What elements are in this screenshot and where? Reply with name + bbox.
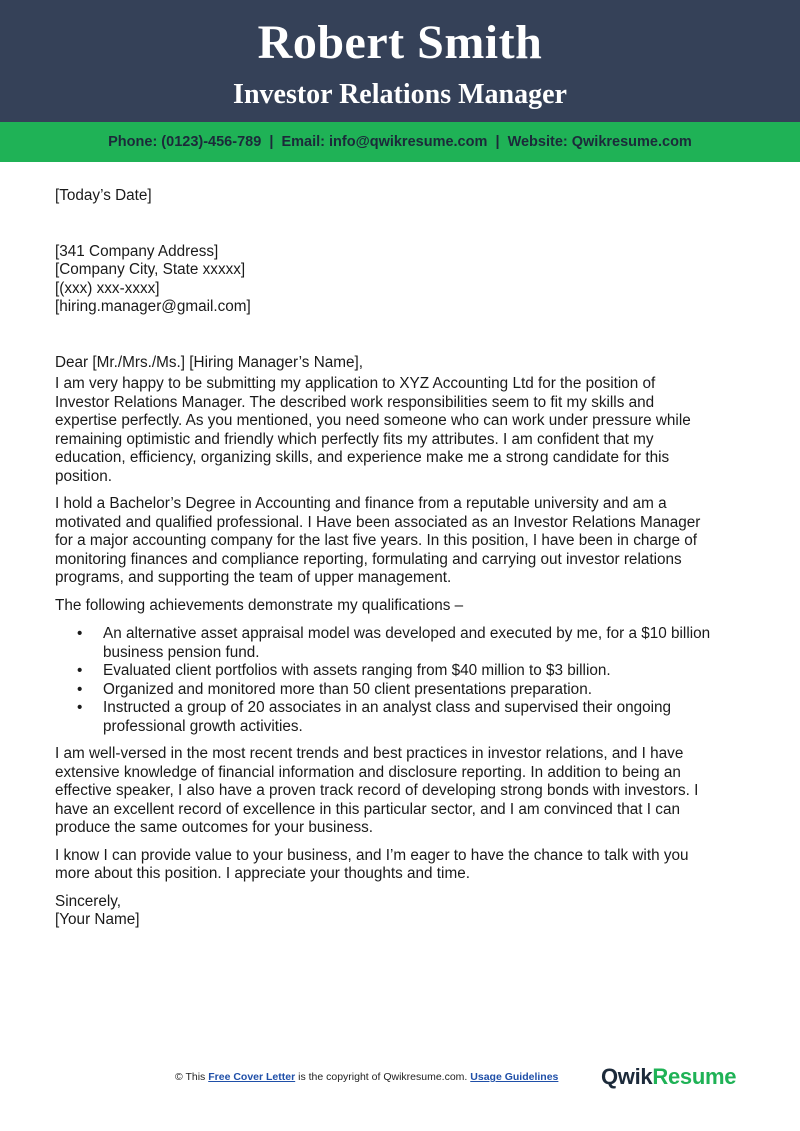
signature: [Your Name] (55, 911, 140, 928)
contact-bar (0, 122, 800, 162)
text-line: An alternative asset appraisal model was developed and executed by me, for a $10 billion (103, 625, 711, 642)
list-item (55, 681, 755, 700)
contact-separator: | (269, 134, 274, 150)
text-line: I am very happy to be submitting my application to XYZ Accounting Ltd for the position of (55, 375, 656, 392)
paragraph-intro (55, 375, 755, 486)
address-line: [hiring.manager@gmail.com] (55, 298, 251, 315)
paragraph-closing (55, 847, 755, 884)
qwikresume-logo[interactable] (601, 1064, 736, 1090)
bullet-icon: • (77, 699, 83, 716)
contact-phone: Phone: (0123)-456-789 (108, 134, 262, 150)
salutation: Dear [Mr./Mrs./Ms.] [Hiring Manager’s Name], (55, 353, 363, 371)
list-item (55, 662, 755, 681)
text-line: business pension fund. (103, 643, 260, 661)
text-line: education, efficiency, organizing skills, and experience make me a strong candidate for this (55, 449, 670, 466)
text-line: motivated and qualified professional. I Have been associated as an Investor Relations Manager (55, 513, 701, 531)
logo-part-qwik: Qwik (601, 1064, 653, 1089)
copyright-middle: is the copyright of Qwikresume.com. (298, 1071, 468, 1083)
text-line: for a major accounting company for the last five years. In this position, I have been in charge of (55, 532, 697, 549)
address-line: [341 Company Address] (55, 242, 219, 260)
logo-part-resume: Resume (652, 1064, 737, 1089)
address-line: [(xxx) xxx-xxxx] (55, 279, 160, 297)
contact-separator: | (495, 134, 500, 150)
paragraph-expertise (55, 745, 755, 838)
text-line: Investor Relations Manager. The described work responsibilities seem to fit my skills and (55, 393, 655, 411)
copyright-prefix: © This (175, 1071, 206, 1083)
list-item (55, 699, 755, 736)
copyright-notice (175, 1071, 558, 1083)
letter-body (55, 187, 755, 930)
paragraph-background (55, 495, 755, 588)
text-line: effective speaker, I also have a proven track record of developing strong bonds with investors. I (55, 782, 699, 799)
footer (0, 1064, 800, 1089)
text-line: I am well-versed in the most recent trends and best practices in investor relations, and I have (55, 745, 684, 762)
bullet-icon: • (77, 662, 83, 679)
contact-website: Website: Qwikresume.com (507, 134, 692, 150)
text-line: produce the same outcomes for your business. (55, 819, 374, 836)
letter-date: [Today’s Date] (55, 187, 152, 204)
text-line: remaining optimistic and friendly which perfectly fits my attributes. I am confident that my (55, 430, 654, 448)
text-line: I know I can provide value to your business, and I’m eager to have the chance to talk with you (55, 846, 689, 864)
bullet-icon: • (77, 680, 83, 698)
free-cover-letter-link[interactable]: Free Cover Letter (208, 1071, 296, 1083)
job-title: Investor Relations Manager (233, 79, 567, 110)
achievements-intro: The following achievements demonstrate my qualifications – (55, 596, 464, 614)
header-banner (0, 0, 800, 122)
text-line: Instructed a group of 20 associates in an analyst class and supervised their ongoing (103, 699, 672, 716)
text-line: have an excellent record of excellence in this particular sector, and I am convinced that I can (55, 800, 680, 818)
text-line: Organized and monitored more than 50 client presentations preparation. (103, 680, 592, 698)
text-line: I hold a Bachelor’s Degree in Accounting and finance from a reputable university and am a (55, 495, 667, 512)
address-line: [Company City, State xxxxx] (55, 261, 246, 278)
text-line: professional growth activities. (103, 717, 303, 735)
list-item (55, 625, 755, 662)
recipient-address (55, 243, 755, 317)
candidate-name: Robert Smith (257, 16, 543, 69)
text-line: expertise perfectly. As you mentioned, you need someone who can work under pressure while (55, 412, 691, 429)
bullet-icon: • (77, 625, 83, 642)
text-line: monitoring finances and compliance reporting, formulating and carrying out investor relations (55, 550, 682, 568)
usage-guidelines-link[interactable]: Usage Guidelines (470, 1071, 559, 1083)
closing: Sincerely, (55, 892, 122, 910)
contact-email: Email: info@qwikresume.com (281, 134, 488, 150)
achievements-list (55, 625, 755, 736)
text-line: extensive knowledge of financial information and disclosure reporting. In addition to being an (55, 763, 681, 781)
signoff (55, 893, 755, 930)
text-line: more about this position. I appreciate your thoughts and time. (55, 865, 470, 882)
text-line: position. (55, 467, 112, 485)
text-line: Evaluated client portfolios with assets ranging from $40 million to $3 billion. (103, 662, 611, 679)
text-line: programs, and supporting the team of upper management. (55, 569, 452, 586)
